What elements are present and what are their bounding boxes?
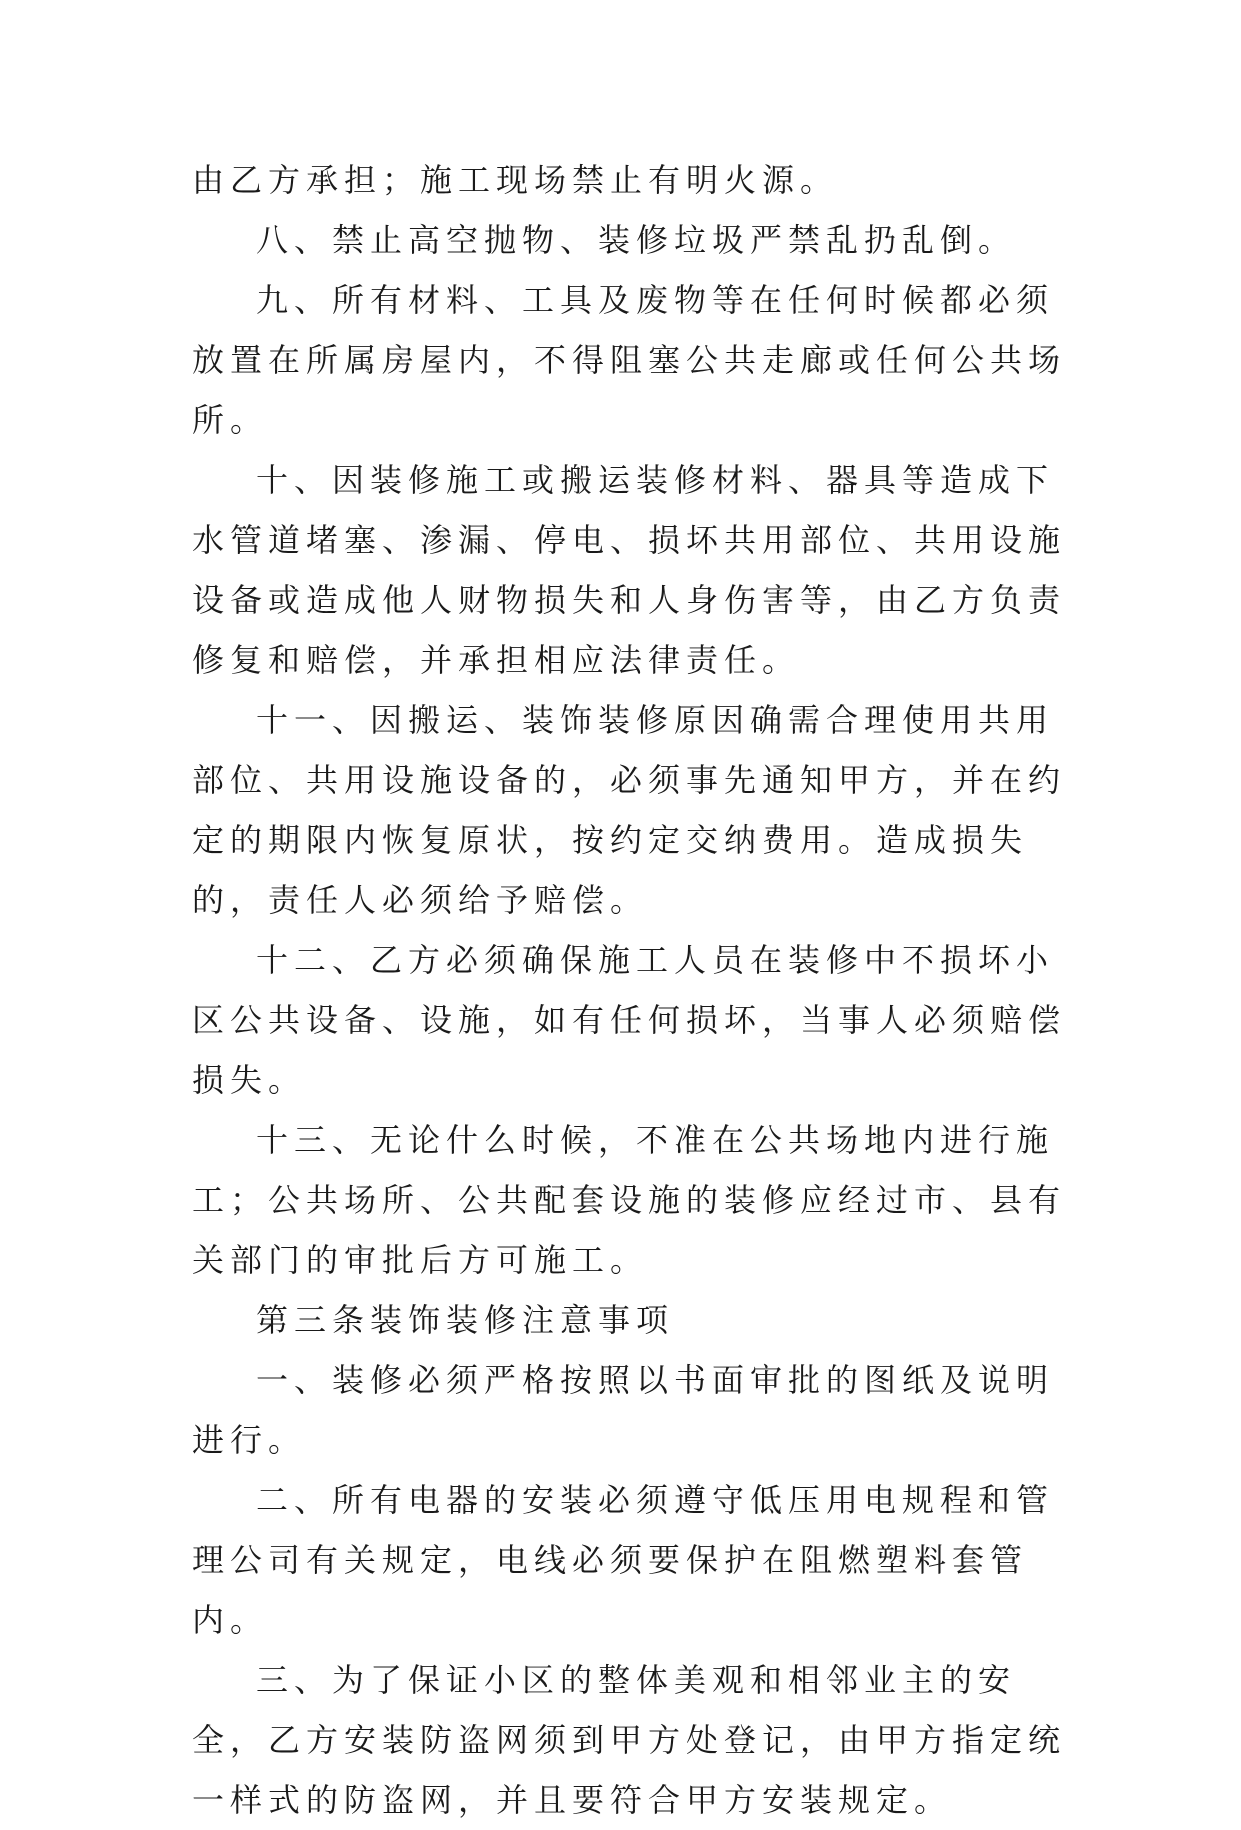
section-heading: 第三条装饰装修注意事项 [256,1301,675,1339]
clause-11: 十一、因搬运、装饰装修原因确需合理使用共用部位、共用设施设备的，必须事先通知甲方，并在约定的期限内恢复原状，按约定交纳费用。造成损失的，责任人必须给予赔偿。 [192,701,1067,919]
clause-9: 九、所有材料、工具及废物等在任何时候都必须放置在所属房屋内，不得阻塞公共走廊或任何公共场所。 [192,281,1067,439]
item-3: 三、为了保证小区的整体美观和相邻业主的安全，乙方安装防盗网须到甲方处登记，由甲方指定统一样式的防盗网，并且要符合甲方安装规定。 [192,1661,1067,1819]
clause-13: 十三、无论什么时候，不准在公共场地内进行施工；公共场所、公共配套设施的装修应经过市、县有关部门的审批后方可施工。 [192,1121,1067,1279]
paragraph-continuation: 由乙方承担；施工现场禁止有明火源。 [192,161,839,199]
document-body [192,150,1072,1830]
clause-10: 十、因装修施工或搬运装修材料、器具等造成下水管道堵塞、渗漏、停电、损坏共用部位、共用设施设备或造成他人财物损失和人身伤害等，由乙方负责修复和赔偿，并承担相应法律责任。 [192,461,1067,679]
clause-8: 八、禁止高空抛物、装修垃圾严禁乱扔乱倒。 [256,221,1017,259]
item-1: 一、装修必须严格按照以书面审批的图纸及说明进行。 [192,1361,1055,1459]
clause-12: 十二、乙方必须确保施工人员在装修中不损坏小区公共设备、设施，如有任何损坏，当事人必须赔偿损失。 [192,941,1067,1099]
item-2: 二、所有电器的安装必须遵守低压用电规程和管理公司有关规定，电线必须要保护在阻燃塑料套管内。 [192,1481,1055,1639]
